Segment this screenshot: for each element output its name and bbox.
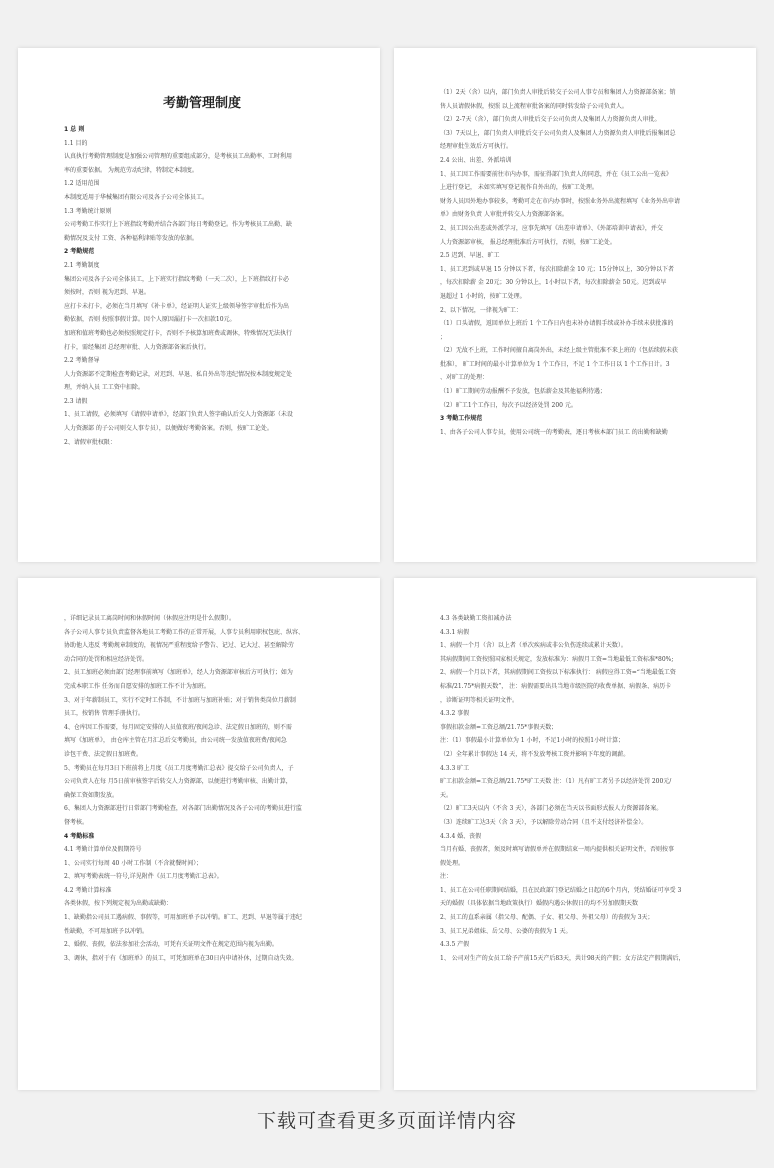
text-line: 1、员工请假，必须填写《请假申请单》，经部门负责人签字确认后交人力资源部（未设 (64, 411, 293, 419)
text-line: 事假扣款金额=工资总额/21.75*事假天数； (440, 723, 558, 731)
text-line: 各类休假，按下列规定视为出勤或缺勤： (64, 900, 173, 908)
text-line: 2.2 考勤督导 (64, 357, 100, 365)
text-line: 2、婚假、丧假，依法参加社会活动，可凭有关证明文件在规定范围内视为出勤。 (64, 941, 278, 949)
text-line: 集团公司及各子公司全体员工，上下班实行指纹考勤（一天二次），上下班指纹打卡必 (64, 275, 290, 283)
section-heading: 4 考勤标准 (64, 832, 95, 840)
text-line: 4.3.5 产假 (440, 941, 470, 949)
text-line: 勤情况及支付 工资、各种福利津贴等发放的依据。 (64, 234, 198, 242)
text-line: 2.3 请假 (64, 397, 88, 405)
text-line: 打卡，需经集团 总经理审批、人力资源部备案后执行。 (64, 343, 210, 351)
page-content (64, 86, 340, 449)
text-line: 各子公司人事专员负责监督各地员工考勤工作的正常开展，人事专员利用职权包庇、纵容、 (64, 628, 305, 636)
text-line: 批准）， 旷工时间的最小计算单位为 1 个工作日，不足 1 个工作日以 1 个工作日计。3 (440, 360, 670, 368)
text-line: 天的婚假（具体依据当地政策执行）婚假内遇公休假日的均不另加假期天数 (440, 900, 639, 908)
document-page-1 (18, 48, 380, 562)
text-line: 售人员请假休假，按照 以上流程审批备案的同时转发给子公司负责人。 (440, 102, 628, 110)
document-page-4 (394, 578, 756, 1090)
text-line: （3）连续旷工达3天（含 3 天），予以解除劳动合同（且不支付经济补偿金）。 (440, 818, 648, 826)
text-line: ，详细记录员工离岗时间和休假时间（休假应注明是什么假期）。 (64, 615, 236, 622)
text-line: 人力资源部审核， 报总经理批准后方可执行，否则，按旷工论处。 (440, 238, 616, 246)
text-line: 1、员工迟到或早退 15 分钟以下者，每次扣除薪金 10 元；15分钟以上，30分钟以下者 (440, 265, 674, 273)
text-line: 协助他人违反 考勤规章制度的，视情况严重程度给予警告、记过、记大过、甚至解除劳 (64, 642, 294, 650)
text-line: （1）口头请假，返回单位上班后 1 个工作日内也未补办请假手续或补办手续未获批准的 (440, 320, 674, 328)
text-line: 加班和值班考勤也必须按照规定打卡，否则不予核算加班费或调休，特殊情况无法执行 (64, 329, 293, 337)
text-line: （1）旷工期间劳动报酬不予发放，包括薪金及其他福利待遇； (440, 388, 606, 396)
text-line: 完成本职工作 任务而自愿安排的加班工作不计为加班。 (64, 682, 210, 690)
text-line: 3、对于年薪制员工，实行不定时工作制，不计加班与加班补贴；对于销售类岗位月薪制 (64, 696, 296, 704)
text-line: 确保工资如期发放。 (64, 791, 119, 799)
text-line: 1、缺勤指公司员工遇病假、事假等，可用加班单予以冲销。旷工、迟到、早退等属于违纪 (64, 914, 302, 922)
text-line: 旷工扣款金额=工资总额/21.75*旷工天数 注：（1）凡有旷工者另予以经济处罚 200元/ (440, 778, 672, 786)
text-line: 须按时，否则 视为迟到、早退。 (64, 289, 150, 297)
text-line: 5、考勤员在每月3日下班前将上月度《员工月度考勤汇总表》提交给子公司负责人，子 (64, 764, 294, 772)
text-line: 公司负责人在每 月5日前审核签字后转交人力资源部，以便进行考勤审核、出勤计算， (64, 778, 292, 786)
text-line: 注：（1）事假最小计算单位为 1 小时，不足1小时的按照1小时计算； (440, 737, 625, 745)
page-content (440, 86, 716, 439)
text-line: （2）无故不上班，工作时间擅自离岗外出，未经上级主管批准不来上班的（包括续假未获 (440, 347, 678, 355)
text-line: 4、仓库因工作需要，每月固定安排的人员值夜班/夜间急诊、法定假日加班的，则不需 (64, 723, 292, 731)
text-line: 4.3 各类缺勤工资扣减办法 (440, 615, 512, 622)
text-line: 性缺勤，不可用加班予以冲销。 (64, 927, 149, 935)
text-line: 填写《加班单》， 由仓库主管在月汇总后交考勤员，由公司统一发放值夜班费/夜间急 (64, 737, 287, 745)
text-line: （1）2天（含）以内，部门负责人审批后转交子公司人事专员和集团人力资源部备案；销 (440, 89, 676, 96)
text-line: 4.3.4 婚、丧假 (440, 832, 482, 840)
text-line: 2、员工的直系亲属（指父母、配偶、子女、祖父母、外祖父母）的丧假为 3天； (440, 914, 654, 922)
section-heading: 3 考勤工作规范 (440, 415, 483, 423)
text-line: （2）2-7天（含），部门负责人审批后交子公司负责人及集团人力资源负责人审批。 (440, 116, 661, 124)
page-content (440, 612, 716, 965)
text-line: （2）旷工1个工作日，每次予以经济处罚 200 元。 (440, 401, 577, 409)
text-line: 动合同的处罚和相应经济处罚。 (64, 655, 149, 663)
text-line: 认真执行考勤管理制度是加强公司管理的重要组成部分，是考核员工出勤率、工时利用 (64, 153, 293, 161)
text-line: 1、由各子公司人事专员，使用公司统一的考勤表，逐日考核本部门员工 的出勤和缺勤 (440, 428, 668, 436)
text-line: 本制度适用于华械集团有限公司及各子公司全体员工。 (64, 193, 209, 201)
text-line: 1.2 适用范围 (64, 180, 100, 188)
text-line: 1.1 目的 (64, 139, 88, 147)
text-line: 天。 (440, 791, 453, 799)
section-heading: 2 考勤规范 (64, 248, 95, 256)
text-line: 3、调休，指对于有《加班单》的员工，可凭加班单在30日内申请补休，过期自动失效。 (64, 954, 298, 962)
text-line: 1、病假一个月（含）以上者（单次疾病或非公负伤连续或累计天数）。 (440, 642, 627, 650)
text-line: 理，并纳入员 工工资中扣除。 (64, 384, 144, 392)
text-line: 上进行登记， 未如实填写登记视作自外出的，按旷工处理。 (440, 184, 598, 192)
text-line: ，每次扣除薪 金 20元；30 分钟以上，1小时以下者，每次扣除薪金 50元。迟到或早 (440, 279, 667, 287)
text-line: 4.3.2 事假 (440, 710, 470, 718)
page-content (64, 612, 340, 965)
text-line: 、对旷工的处理： (440, 374, 489, 382)
document-page-3 (18, 578, 380, 1090)
download-more-caption[interactable]: 下载可查看更多页面详情内容 (256, 1110, 517, 1132)
text-line: 2、病假一个月以下者，其病假期间工资按以下标准执行： 病假应得工资=“当地最低工资 (440, 669, 676, 677)
document-page-2 (394, 48, 756, 562)
text-line: 退超过 1 小时的，按旷工处理。 (440, 292, 526, 300)
text-line: 1、员工在公司任职期间结婚，且在民政部门登记结婚之日起的6个月内，凭结婚证可享受 3 (440, 886, 682, 894)
text-line: 4.1 考勤计算单位及假期符号 (64, 846, 142, 854)
text-line: 人力资源部 的子公司则交人事专员），以便做好考勤备案。否则，按旷工论处。 (64, 425, 273, 433)
text-line: 其病假期间工资按照国家相关规定，发放标准为：病假月工资=当地最低工资标准*80%; (440, 655, 674, 663)
text-line: 2、填写考勤表统一符号,详见附件《员工月度考勤汇总表》。 (64, 873, 223, 881)
text-line: 诊包干费、法定假日加班费。 (64, 750, 143, 758)
document-title: 考勤管理制度 (162, 96, 241, 111)
text-line: 1、 公司对生产的女员工给予产前15天产后83天，共计98天的产假；女方法定产假期满后， (440, 954, 685, 962)
text-line: 1、公司实行每周 40 小时工作制（不含就餐时间）； (64, 859, 203, 867)
text-line: 经理审批生效后方可执行。 (440, 143, 513, 151)
text-line: 人力资源部不定期检查考勤记录，对迟到、早退、私自外出等违纪情况按本制度规定处 (64, 370, 293, 378)
text-line: 2、员工加班必须由部门经理事前填写《加班单》，经人力资源部审核后方可执行；如为 (64, 669, 293, 677)
text-line: （2）旷工3天以内（不含 3 天），各部门必须在当天以书面形式报人力资源部备案。 (440, 805, 663, 813)
text-line: 单》由财务负责 人审批并转交人力资源部备案。 (440, 211, 568, 219)
text-line: ； (440, 333, 447, 341)
text-line: （3）7天以上，部门负责人审批后交子公司负责人及集团人力资源负责人审批后报集团总 (440, 129, 676, 137)
text-line: 2.1 考勤制度 (64, 261, 100, 269)
text-line: 4.2 考勤计算标准 (64, 886, 112, 894)
text-line: 4.3.1 病假 (440, 628, 470, 636)
text-line: 4.3.3 旷工 (440, 764, 470, 772)
text-line: 注： (440, 873, 453, 881)
text-line: 2、请假审批权限： (64, 438, 116, 446)
text-line: 2、员工因公出差或外派学习，应事先填写《出差申请单》、《外部培训申请表》，并交 (440, 224, 663, 232)
text-line: 当月有婚、丧假者，须及时填写请假单并在假期结束一周内提供相关证明文件，否则按事 (440, 846, 675, 854)
text-line: （2）全年累计事假达 14 天，将不发放考核工资并影响下年度的调薪。 (440, 750, 630, 758)
text-line: 2、以下情况，一律视为旷工： (440, 306, 522, 314)
text-line: 假处理。 (440, 859, 465, 867)
text-line: 督考核。 (64, 818, 89, 826)
text-line: 2.5 迟到、早退、旷工 (440, 252, 500, 260)
section-heading: 1 总 则 (64, 126, 85, 133)
text-line: 1、员工因工作需要前往市内办事，需征得部门负责人的同意，并在《员工公出一览表》 (440, 170, 672, 178)
text-line: 应打卡未打卡，必须在当月填写《补卡单》，经证明人证实上级领导签字审批后作为出 (64, 302, 290, 310)
text-line: 2.4 公出、出差、外派培训 (440, 156, 512, 164)
text-line: ，诊断证明等相关证明文件。 (440, 696, 519, 704)
text-line: 率的重要依据。 为规范劳动纪律，特制定本制度。 (64, 166, 198, 174)
text-line: 员工，按销售 管理手册执行。 (64, 710, 144, 718)
text-line: 6、集团人力资源部进行日常部门考勤检查，对各部门出勤情况及各子公司的考勤员进行监 (64, 805, 302, 813)
text-line: 勤依据，否则 按照事假计算。因个人原因漏打卡一次扣款10元。 (64, 316, 236, 324)
text-line: 标准/21.75*病假天数”， 注：病假需要出具当地市级医院的收费单据、病假条、病历卡 (440, 682, 672, 690)
text-line: 1.3 考勤统计原则 (64, 207, 112, 215)
text-line: 财务人员因外地办事较多，考勤可走在市内办事时，按照业务外出流程填写《业务外出申请 (440, 197, 681, 205)
text-line: 公司考勤工作实行上下班指纹考勤并结合各部门每日考勤登记。作为考核员工出勤、缺 (64, 221, 293, 229)
text-line: 3、员工兄弟姐妹、岳父母、公婆的丧假为 1 天。 (440, 927, 572, 935)
